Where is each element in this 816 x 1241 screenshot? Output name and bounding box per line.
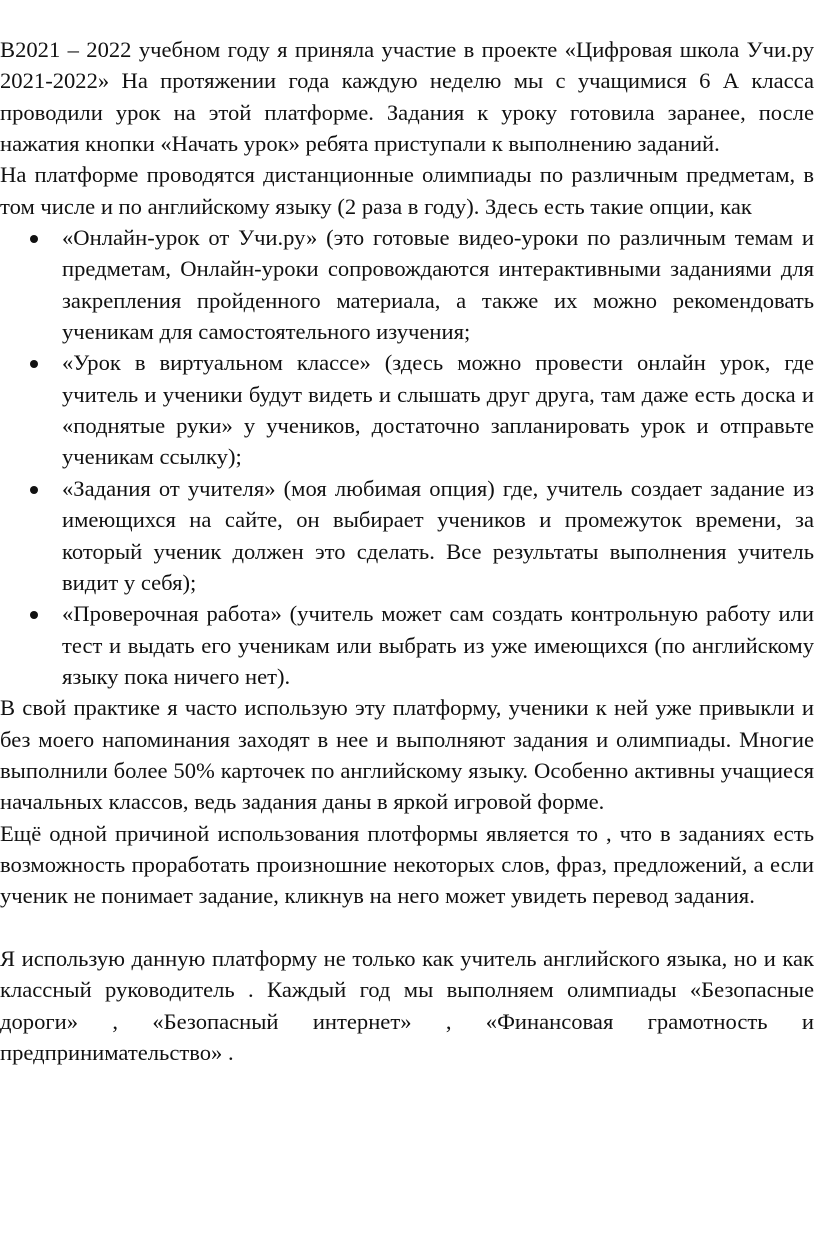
list-item	[0, 347, 814, 472]
list-item-text: «Урок в виртуальном классе» (здесь можно провести онлайн урок, где учитель и ученики будут видеть и слышать друг друга, там даже есть доска и «поднятые руки» у учеников, достаточно запланировать урок и отправьте ученикам ссылку);	[62, 350, 814, 470]
closing-paragraph: Я использую данную платформу не только как учитель английского языка, но и как классный руководитель . Каждый год мы выполняем олимпиады «Безопасные дороги» , «Безопасный интернет» , «Финансовая грамотность и предпринимательство» .	[0, 945, 814, 1065]
bullet-dot-icon	[30, 486, 38, 494]
options-list	[0, 222, 814, 692]
bullet-dot-icon	[30, 360, 38, 368]
blank-line	[0, 912, 814, 943]
list-item-text: «Проверочная работа» (учитель может сам создать контрольную работу или тест и выдать его ученикам или выбрать из уже имеющихся (по английскому языку пока ничего нет).	[62, 601, 814, 689]
list-item-text: «Онлайн-урок от Учи.ру» (это готовые видео-уроки по различным темам и предметам, Онлайн-уроки сопровождаются интерактивными заданиями для закрепления пройденного материала, а также их можно рекомендовать ученикам для самостоятельного изучения;	[62, 225, 814, 345]
bullet-dot-icon	[30, 235, 38, 243]
list-item	[0, 473, 814, 598]
bullet-dot-icon	[30, 611, 38, 619]
document-page	[0, 34, 814, 1068]
list-item	[0, 598, 814, 692]
platform-paragraph: На платформе проводятся дистанционные олимпиады по различным предметам, в том числе и по английскому языку (2 раза в году). Здесь есть такие опции, как	[0, 162, 814, 219]
practice-paragraph: В свой практике я часто использую эту платформу, ученики к ней уже привыкли и без моего напоминания заходят в нее и выполняют задания и олимпиады. Многие выполнили более 50% карточек по английскому языку. Особенно активны учащиеся начальных классов, ведь задания даны в яркой игровой форме.	[0, 695, 814, 815]
list-item	[0, 222, 814, 347]
reason-paragraph: Ещё одной причиной использования плотформы является то , что в заданиях есть возможность проработать произношние некоторых слов, фраз, предложений, а если ученик не понимает задание, кликнув на него может увидеть перевод задания.	[0, 820, 814, 909]
list-item-text: «Задания от учителя» (моя любимая опция) где, учитель создает задание из имеющихся на сайте, он выбирает учеников и промежуток времени, за который ученик должен это сделать. Все результаты выполнения учитель видит у себя);	[62, 475, 814, 595]
intro-paragraph: В2021 – 2022 учебном году я приняла участие в проекте «Цифровая школа Учи.ру 2021-2022» На протяжении года каждую неделю мы с учащимися 6 А класса проводили урок на этой платформе. Задания к уроку готовила заранее, после нажатия кнопки «Начать урок» ребята приступали к выполнению заданий.	[0, 37, 814, 157]
